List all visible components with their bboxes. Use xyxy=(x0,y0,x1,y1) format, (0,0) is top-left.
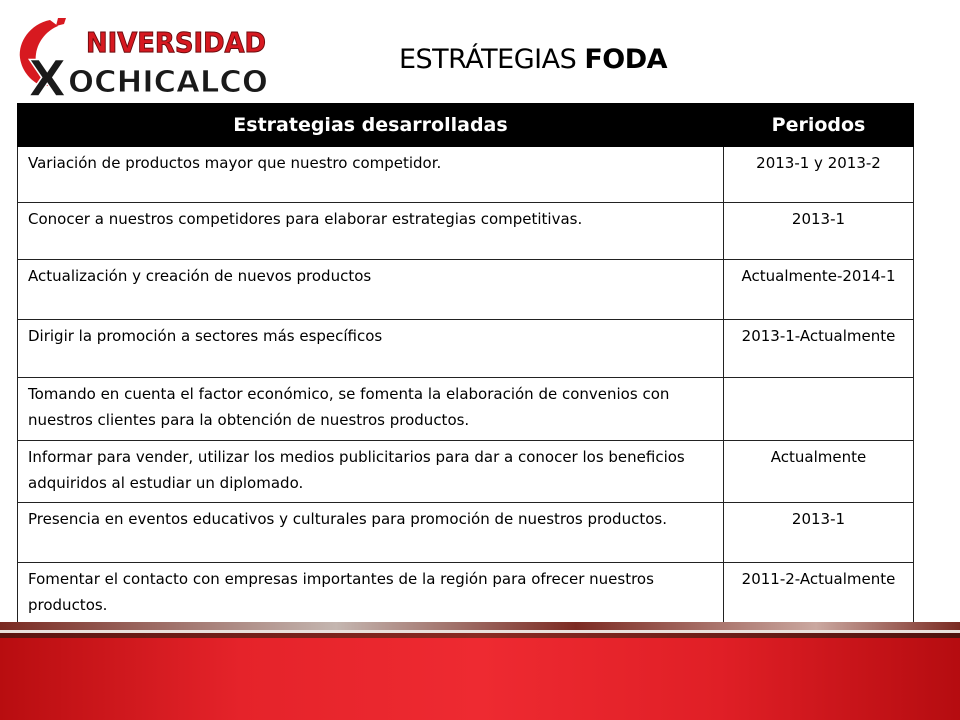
footer-stripe xyxy=(0,622,960,630)
logo-line1: NIVERSIDAD xyxy=(86,26,266,59)
strategy-cell: Fomentar el contacto con empresas importantes de la región para ofrecer nuestros productos. xyxy=(18,563,724,623)
logo-x-letter: X xyxy=(28,50,67,98)
table-row xyxy=(18,378,914,441)
column-header-strategies: Estrategias desarrolladas xyxy=(18,104,724,147)
strategy-cell: Actualización y creación de nuevos productos xyxy=(18,260,724,320)
column-header-periods: Periodos xyxy=(724,104,914,147)
period-cell: Actualmente-2014-1 xyxy=(724,260,914,320)
period-cell: 2013-1 y 2013-2 xyxy=(724,147,914,203)
page-title xyxy=(0,44,960,75)
strategy-cell: Tomando en cuenta el factor económico, se fomenta la elaboración de convenios con nuestros clientes para la obtención de nuestros productos. xyxy=(18,378,724,441)
period-cell xyxy=(724,378,914,441)
logo-line2: OCHICALCO xyxy=(68,65,268,98)
table-row xyxy=(18,260,914,320)
period-cell: 2013-1 xyxy=(724,503,914,563)
footer-banner xyxy=(0,622,960,720)
period-cell: 2013-1 xyxy=(724,203,914,260)
period-cell: 2011-2-Actualmente xyxy=(724,563,914,623)
table-row xyxy=(18,441,914,503)
strategies-table xyxy=(17,103,914,623)
strategy-cell: Presencia en eventos educativos y culturales para promoción de nuestros productos. xyxy=(18,503,724,563)
strategy-cell: Variación de productos mayor que nuestro competidor. xyxy=(18,147,724,203)
period-cell: 2013-1-Actualmente xyxy=(724,320,914,378)
page-title-regular: ESTRÁTEGIAS xyxy=(398,44,577,75)
table-row xyxy=(18,147,914,203)
table-row xyxy=(18,203,914,260)
strategy-cell: Dirigir la promoción a sectores más específicos xyxy=(18,320,724,378)
table-row xyxy=(18,563,914,623)
strategy-cell: Conocer a nuestros competidores para elaborar estrategias competitivas. xyxy=(18,203,724,260)
footer-red-band xyxy=(0,638,960,720)
table-row xyxy=(18,320,914,378)
table-row xyxy=(18,503,914,563)
table-header-row xyxy=(18,104,914,147)
period-cell: Actualmente xyxy=(724,441,914,503)
strategy-cell: Informar para vender, utilizar los medios publicitarios para dar a conocer los beneficios adquiridos al estudiar un diplomado. xyxy=(18,441,724,503)
page-title-bold: FODA xyxy=(584,44,668,75)
